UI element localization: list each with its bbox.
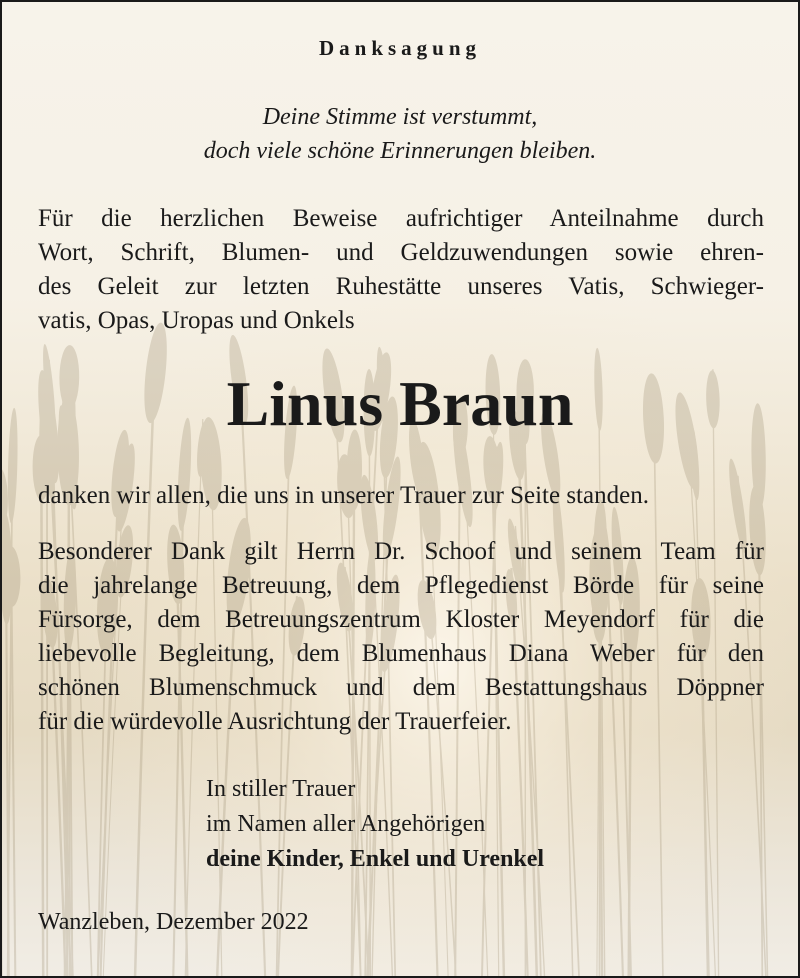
- notice-heading: Danksagung: [318, 36, 482, 60]
- special-thanks-line-3: Fürsorge, dem Betreuungszentrum Kloster Meyendorf für die: [38, 606, 764, 633]
- notice-content: [2, 2, 798, 976]
- special-thanks-line-1: Besonderer Dank gilt Herrn Dr. Schoof und seinem Team für: [38, 538, 764, 565]
- deceased-name: Linus Braun: [226, 368, 574, 439]
- poem-line-1: Deine Stimme ist verstummt,: [262, 104, 538, 130]
- signature-family: deine Kinder, Enkel und Urenkel: [206, 846, 545, 872]
- thanks-line: danken wir allen, die uns in unserer Trauer zur Seite standen.: [38, 482, 649, 509]
- place-and-date: Wanzleben, Dezember 2022: [38, 909, 309, 935]
- special-thanks-line-2: die jahrelange Betreuung, dem Pflegedienst Börde für seine: [38, 572, 764, 599]
- poem-line-2: doch viele schöne Erinnerungen bleiben.: [203, 138, 597, 164]
- signature-line-1: In stiller Trauer: [206, 776, 356, 802]
- special-thanks-line-4: liebevolle Begleitung, dem Blumenhaus Diana Weber für den: [38, 640, 764, 667]
- special-thanks-line-5: schönen Blumenschmuck und dem Bestattungshaus Döppner: [38, 674, 764, 701]
- intro-line-2: Wort, Schrift, Blumen- und Geldzuwendungen sowie ehren-: [38, 239, 764, 266]
- signature-line-2: im Namen aller Angehörigen: [206, 811, 486, 837]
- special-thanks-line-6: für die würdevolle Ausrichtung der Trauerfeier.: [38, 708, 512, 735]
- intro-line-3: des Geleit zur letzten Ruhestätte unseres Vatis, Schwieger-: [38, 273, 764, 300]
- intro-line-4: vatis, Opas, Uropas und Onkels: [38, 307, 355, 334]
- intro-line-1: Für die herzlichen Beweise aufrichtiger Anteilnahme durch: [38, 205, 764, 232]
